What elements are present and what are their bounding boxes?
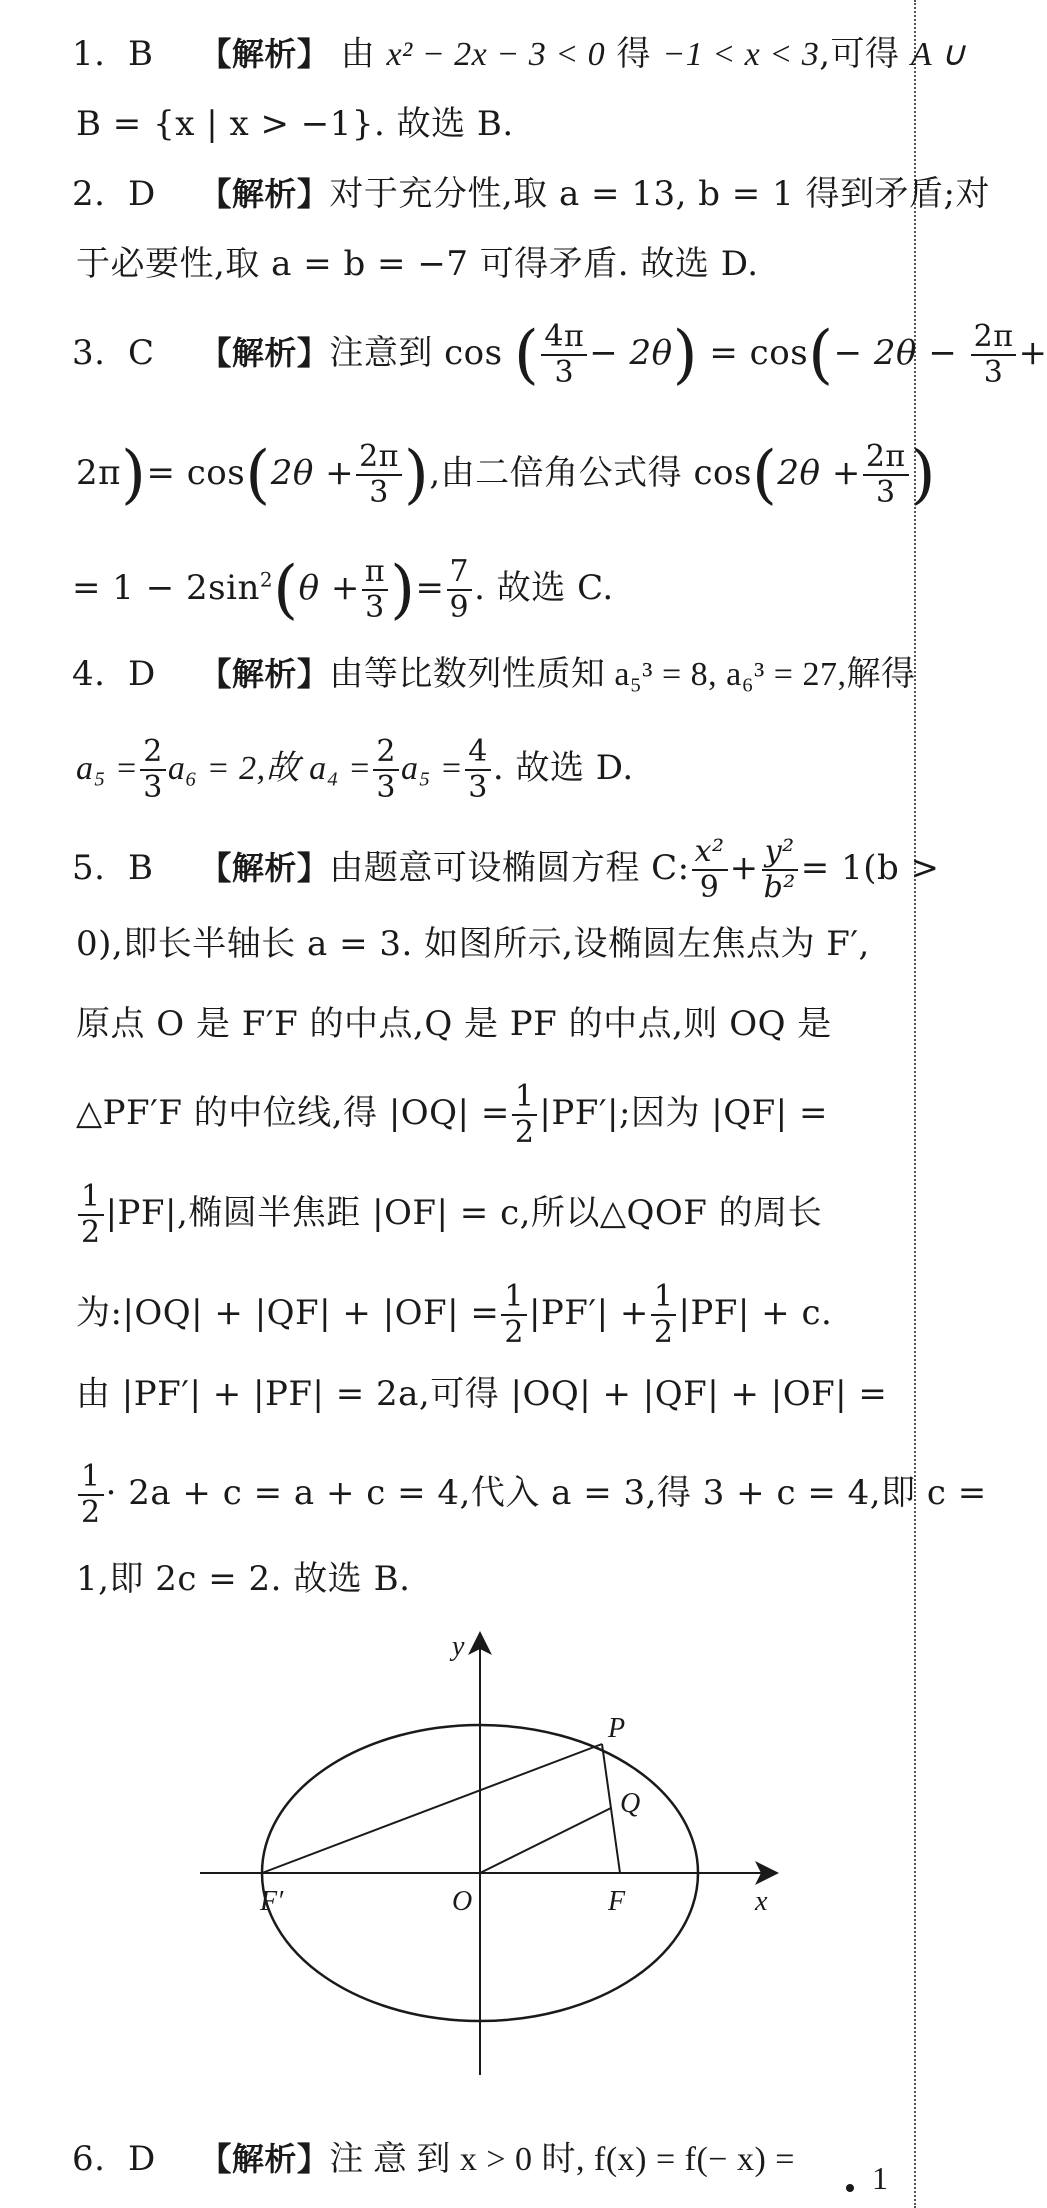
- segment-fprime-p: [262, 1744, 602, 1873]
- label-p: P: [608, 1713, 626, 1744]
- q5-line-9: 1,即 2c = 2. 故选 B.: [76, 1559, 411, 1599]
- fraction: $\frac{2}{3}$: [140, 735, 166, 805]
- dotted-margin-line: [914, 0, 916, 2208]
- q1-line-2: B = {x | x > −1}. 故选 B.: [76, 104, 514, 144]
- fraction: $\frac{\pi}{3}$: [362, 555, 388, 625]
- analysis-tag: 【解析】: [199, 655, 330, 693]
- q6-line-1: 6. D 【解析】注 意 到 x > 0 时, f(x) = f(− x) =: [72, 2139, 795, 2179]
- fraction: $\frac{4}{3}$: [465, 735, 491, 805]
- fraction: $\frac{1}{2}$: [501, 1280, 527, 1350]
- q5-line-4: △PF′F 的中位线,得 |OQ| = $\frac{1}{2}$ |PF′|;因为 |QF| =: [76, 1079, 828, 1150]
- q1-line-1: 1. B 【解析】 由 x² − 2x − 3 < 0 得 −1 < x < 3,可得 A ∪: [72, 34, 966, 74]
- fraction: $\frac{\text{x²}}{9}$: [692, 835, 728, 905]
- label-o: O: [452, 1886, 473, 1917]
- analysis-tag: 【解析】: [199, 2140, 330, 2178]
- q5-line-7: 由 |PF′| + |PF| = 2a,可得 |OQ| + |QF| + |OF| =: [76, 1374, 888, 1414]
- fraction: $\frac{1}{2}$: [512, 1080, 538, 1150]
- fraction: $\frac{1}{2}$: [78, 1460, 104, 1530]
- label-q: Q: [620, 1788, 641, 1819]
- analysis-tag: 【解析】: [199, 35, 330, 73]
- q5-line-1: 5. B 【解析】由题意可设椭圆方程 C: $\frac{\text{x²}}{9}$ + $\frac{\text{y²}}{\text{b²}}$ = 1(b >: [72, 834, 940, 905]
- analysis-tag: 【解析】: [199, 175, 330, 213]
- label-x: x: [755, 1886, 768, 1917]
- label-f: F: [608, 1886, 626, 1917]
- q4-line-1: 4. D 【解析】由等比数列性质知 a₅³ = 8, a₆³ = 27,解得: [72, 654, 916, 694]
- ellipse-figure: [190, 1625, 790, 2085]
- label-fprime: F′: [260, 1886, 284, 1917]
- fraction: $\frac{\text{y²}}{\text{b²}}$: [763, 834, 796, 905]
- q5-line-3: 原点 O 是 F′F 的中点,Q 是 PF 的中点,则 OQ 是: [76, 1004, 832, 1044]
- label-y: y: [452, 1631, 465, 1662]
- segment-o-q: [480, 1808, 611, 1873]
- fraction: $\frac{7}{9}$: [447, 555, 473, 625]
- analysis-tag: 【解析】: [199, 334, 330, 372]
- q3-line-1: 3. C 【解析】注意到 cos ( $\frac{4\pi}{3}$ − 2θ) = cos(− 2θ − $\frac{2\pi}{3}$ +: [72, 318, 1047, 392]
- q5-line-8: $\frac{1}{2}$ · 2a + c = a + c = 4,代入 a = 3,得 3 + c = 4,即 c =: [76, 1460, 896, 1530]
- page-number: 1: [872, 2160, 888, 2196]
- fraction: $\frac{4\pi}{3}$: [541, 320, 587, 390]
- q5-line-2: 0),即长半轴长 a = 3. 如图所示,设椭圆左焦点为 F′,: [76, 924, 870, 964]
- fraction: $\frac{2\pi}{3}$: [971, 320, 1017, 390]
- q2-line-1: 2. D 【解析】对于充分性,取 a = 13, b = 1 得到矛盾;对: [72, 174, 990, 214]
- q2-line-2: 于必要性,取 a = b = −7 可得矛盾. 故选 D.: [76, 244, 759, 284]
- q5-line-5: $\frac{1}{2}$ |PF|,椭圆半焦距 |OF| = c,所以△QOF 的周长: [76, 1180, 896, 1250]
- fraction: $\frac{2}{3}$: [373, 735, 399, 805]
- q3-line-3: = $1 - 2\sin^2(\theta$ + $\frac{\pi}{3}$ )= $\frac{7}{9}$ . 故选 C.: [72, 553, 614, 627]
- fraction: $\frac{2\pi}{3}$: [863, 440, 909, 510]
- fraction: $\frac{2\pi}{3}$: [356, 440, 402, 510]
- analysis-tag: 【解析】: [199, 849, 330, 887]
- page-bullet-dot: [846, 2184, 854, 2192]
- fraction: $\frac{1}{2}$: [651, 1280, 677, 1350]
- q5-line-6: 为:|OQ| + |QF| + |OF| = $\frac{1}{2}$ |PF′| + $\frac{1}{2}$ |PF| + c.: [76, 1279, 833, 1350]
- q4-line-2: a₅ = $\frac{2}{3}$ a₆ = 2,故 a₄ = $\frac{2}{3}$ a₅ = $\frac{4}{3}$ . 故选 D.: [76, 734, 634, 805]
- q3-line-2: 2π)= cos(2θ + $\frac{2\pi}{3}$ ),由二倍角公式得 cos(2θ + $\frac{2\pi}{3}$ ): [76, 438, 937, 512]
- fraction: $\frac{1}{2}$: [78, 1180, 104, 1250]
